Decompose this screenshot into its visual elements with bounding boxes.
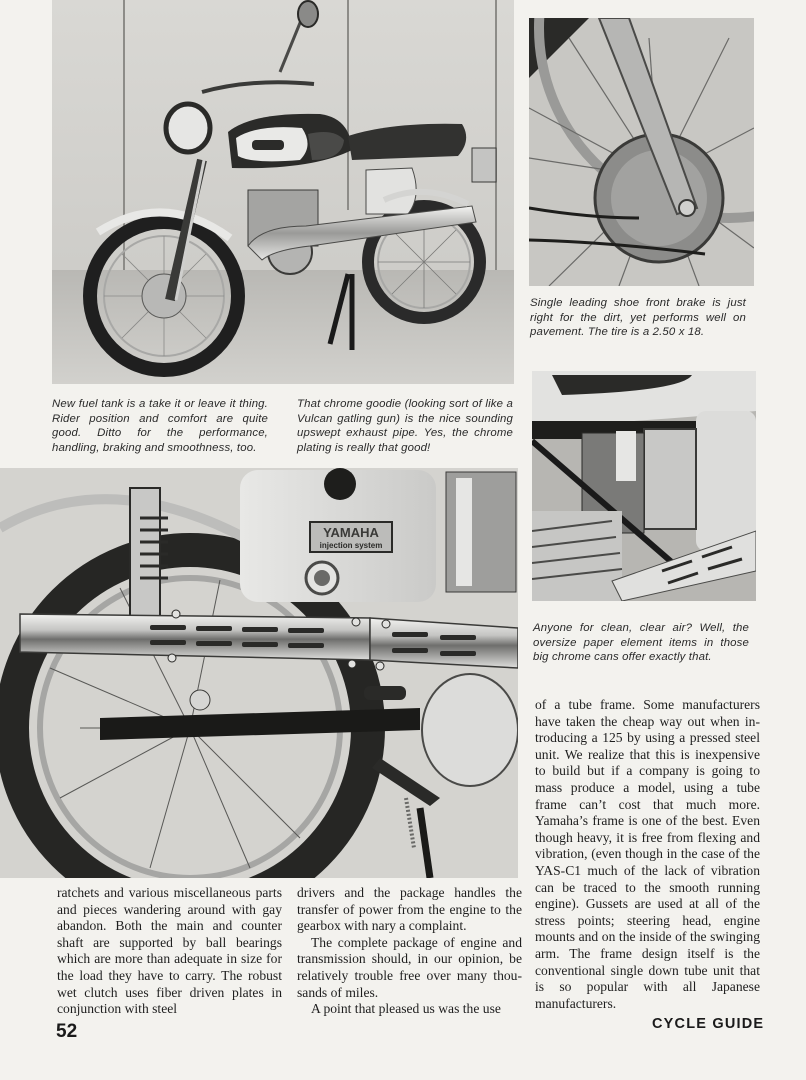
caption-air-filter: Anyone for clean, clear air? Well, the oversize paper element items in those big chrome cans offer exactly that. [533, 622, 749, 664]
article-column-2 [297, 885, 522, 1018]
article-column-3 [535, 697, 760, 1012]
tank-badge [252, 140, 284, 150]
air-filter-illustration [532, 371, 756, 601]
photo-exhaust [0, 468, 518, 878]
column-3-text: of a tube frame. Some manufacturers have taken the cheap way out when introducing a 125 by using a pressed steel unit. We realize that this is inexpensive to build but if a company is going to mass produce a model, using a tube frame can’t cost that much more. Yamaha’s frame is one of the best. Even though heavy, it is free from flexing and vibration, (even though in the case of the YAS-C1 much of the lack of vibration can be traced to the smooth running engine). Gussets are used at all of the stress points; steering head, engine mounts and on the inside of the swinging arm. The frame design itself is the conventional single down tube unit that is so popular with all Japanese manufacturers. [535, 697, 760, 1011]
column-1-text: ratchets and various miscellaneous parts and pieces wandering around with gay abandon. Both the main and counter shaft are supported by ball bearings which are more than adequate in size for the load they have to carry. The robust wet clutch uses fiber driven plates in conjunction with steel [57, 885, 282, 1017]
photo-motorcycle-side [52, 0, 514, 384]
column-2-paragraph-3: A point that pleased us was the use [311, 1001, 501, 1017]
caption-exhaust: That chrome goodie (looking sort of like a Vulcan gatling gun) is the nice sounding upswept exhaust pipe. Yes, the chrome plating is really that good! [297, 398, 513, 454]
caption-fuel-tank: New fuel tank is a take it or leave it thing. Rider position and comfort are quite good. Ditto for the performance, handling, braking and smoothness, too. [52, 398, 268, 454]
magazine-name: CYCLE GUIDE [652, 1016, 765, 1032]
caption-front-brake: Single leading shoe front brake is just right for the dirt, yet performs well on pavement. The tire is a 2.50 x 18. [530, 297, 746, 339]
article-column-1 [57, 885, 282, 1018]
front-brake-illustration [529, 18, 754, 286]
photo-air-filter [532, 371, 756, 601]
motorcycle-illustration [52, 0, 514, 384]
exhaust-illustration [0, 468, 518, 878]
badge-injection-text: injection system [319, 541, 383, 550]
page-number: 52 [56, 1021, 78, 1042]
column-2-paragraph-1: drivers and the package handles the transfer of power from the engine to the gearbox with nary a complaint. [297, 885, 522, 934]
photo-front-brake [529, 18, 754, 286]
column-2-paragraph-2: The complete package of engine and transmission should, in our opinion, be relatively trouble free over many thousands of miles. [297, 934, 522, 1000]
badge-yamaha-text: YAMAHA [323, 525, 379, 540]
